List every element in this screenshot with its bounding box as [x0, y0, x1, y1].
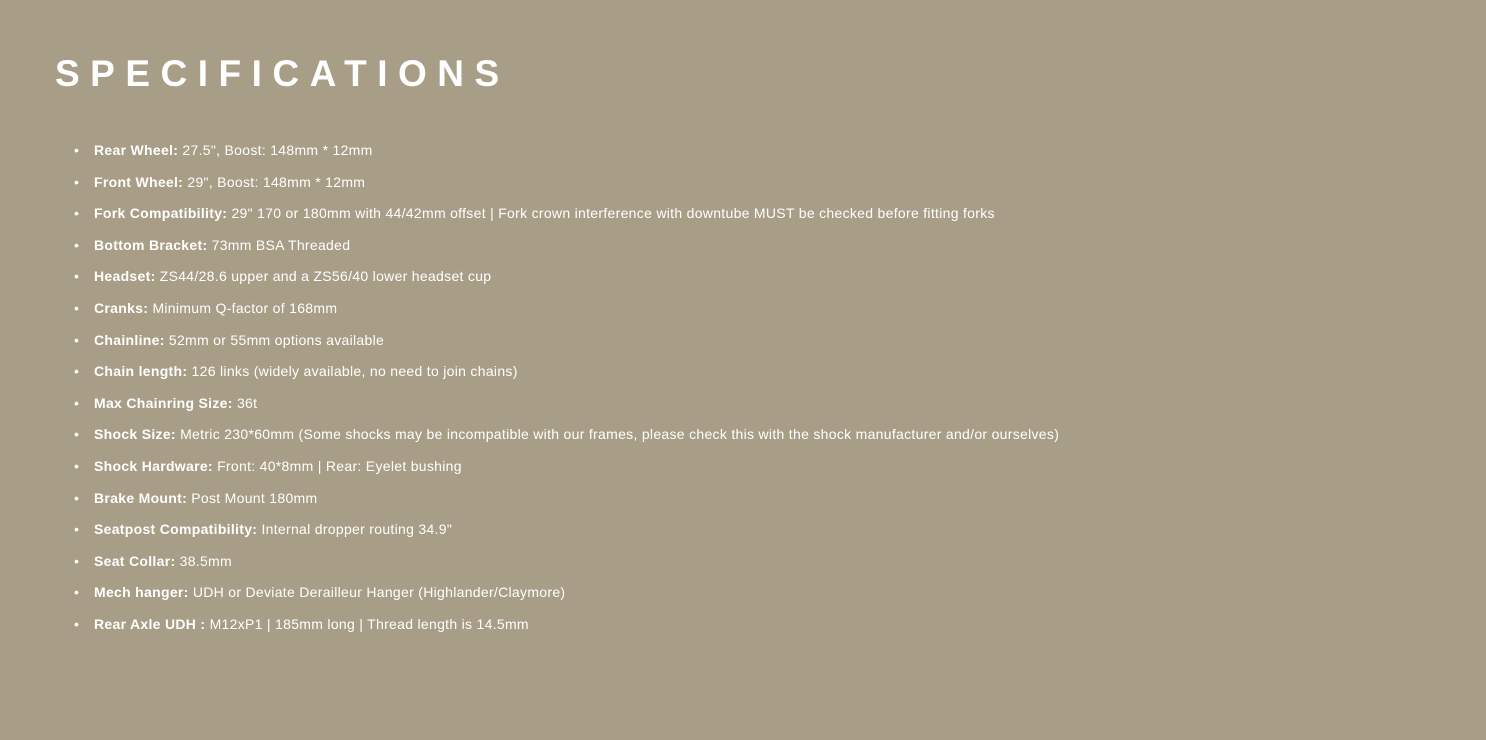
spec-value: 52mm or 55mm options available	[168, 331, 385, 348]
spec-item-shock-size	[74, 419, 1059, 451]
spec-item-fork-compatibility	[74, 198, 1059, 230]
spec-value: 27.5", Boost: 148mm * 12mm	[182, 142, 373, 158]
bullet-icon: •	[74, 173, 80, 190]
bullet-icon: •	[74, 457, 80, 474]
spec-label: Shock Hardware:	[94, 457, 213, 474]
spec-value: 126 links (widely available, no need to join chains)	[191, 363, 518, 380]
bullet-icon: •	[74, 363, 80, 380]
spec-value: 73mm BSA Threaded	[211, 236, 351, 253]
spec-label: Front Wheel:	[94, 173, 184, 190]
spec-label: Rear Wheel:	[94, 142, 179, 158]
spec-label: Headset:	[94, 268, 156, 285]
spec-item-mech-hanger	[74, 577, 1059, 609]
spec-label: Bottom Bracket:	[94, 236, 208, 253]
spec-label: Cranks:	[94, 299, 149, 316]
spec-value: Post Mount 180mm	[191, 489, 318, 506]
spec-label: Fork Compatibility:	[94, 205, 228, 222]
bullet-icon: •	[74, 552, 80, 569]
spec-value: 36t	[236, 394, 258, 411]
bullet-icon: •	[74, 268, 80, 285]
spec-value: 29" 170 or 180mm with 44/42mm offset | Fork crown interference with downtube MUST be checked before fitting forks	[231, 205, 995, 222]
spec-value: 38.5mm	[179, 552, 232, 569]
bullet-icon: •	[74, 299, 80, 316]
spec-item-shock-hardware	[74, 451, 1059, 483]
bullet-icon: •	[74, 394, 80, 411]
spec-value: Front: 40*8mm | Rear: Eyelet bushing	[217, 457, 462, 474]
spec-label: Seatpost Compatibility:	[94, 521, 258, 538]
bullet-icon: •	[74, 236, 80, 253]
spec-value: Metric 230*60mm (Some shocks may be incompatible with our frames, please check this with the shock manufacturer and/or ourselves)	[180, 426, 1060, 443]
spec-item-bottom-bracket	[74, 230, 1059, 262]
bullet-icon: •	[74, 615, 80, 632]
spec-item-chainline	[74, 325, 1059, 357]
spec-label: Chainline:	[94, 331, 165, 348]
spec-label: Chain length:	[94, 363, 188, 380]
spec-value: Minimum Q-factor of 168mm	[152, 299, 338, 316]
bullet-icon: •	[74, 331, 80, 348]
spec-item-rear-axle-udh	[74, 609, 1059, 641]
spec-value: Internal dropper routing 34.9"	[261, 521, 453, 538]
spec-item-chain-length	[74, 356, 1059, 388]
spec-label: Rear Axle UDH :	[94, 615, 206, 632]
spec-item-brake-mount	[74, 483, 1059, 515]
bullet-icon: •	[74, 142, 80, 158]
spec-value: M12xP1 | 185mm long | Thread length is 14.5mm	[209, 615, 529, 632]
spec-item-rear-wheel	[74, 135, 1059, 167]
spec-item-headset	[74, 261, 1059, 293]
specifications-list	[74, 135, 1059, 641]
spec-label: Seat Collar:	[94, 552, 176, 569]
spec-value: UDH or Deviate Derailleur Hanger (Highlander/Claymore)	[192, 584, 566, 601]
bullet-icon: •	[74, 521, 80, 538]
spec-item-seat-collar	[74, 546, 1059, 578]
spec-item-front-wheel	[74, 167, 1059, 199]
bullet-icon: •	[74, 426, 80, 443]
page-title: SPECIFICATIONS	[55, 53, 510, 94]
bullet-icon: •	[74, 584, 80, 601]
bullet-icon: •	[74, 489, 80, 506]
spec-label: Shock Size:	[94, 426, 176, 443]
spec-item-cranks	[74, 293, 1059, 325]
spec-value: ZS44/28.6 upper and a ZS56/40 lower headset cup	[159, 268, 492, 285]
spec-value: 29", Boost: 148mm * 12mm	[187, 173, 366, 190]
spec-label: Brake Mount:	[94, 489, 188, 506]
spec-label: Mech hanger:	[94, 584, 189, 601]
spec-label: Max Chainring Size:	[94, 394, 233, 411]
spec-item-max-chainring-size	[74, 388, 1059, 420]
spec-item-seatpost-compatibility	[74, 514, 1059, 546]
bullet-icon: •	[74, 205, 80, 222]
